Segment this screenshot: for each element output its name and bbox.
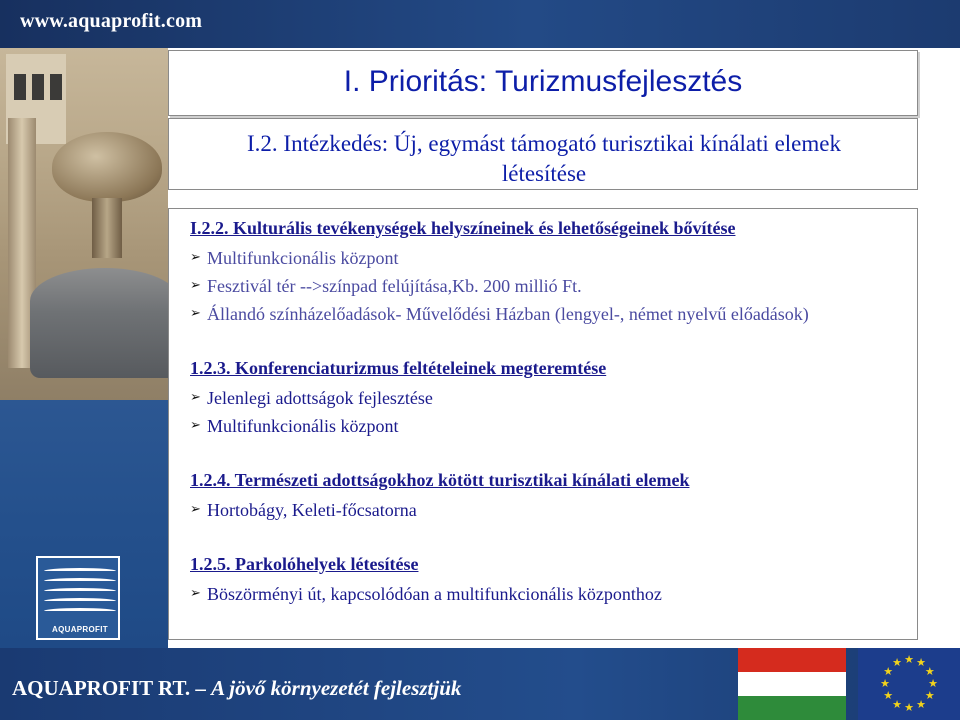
- list-item: ➢ Fesztivál tér -->színpad felújítása,Kb. 200 millió Ft.: [190, 276, 582, 296]
- list-item: ➢ Böszörményi út, kapcsolódóan a multifunkcionális központhoz: [190, 584, 662, 604]
- list-item: ➢ Állandó színházelőadások- Művelődési Házban (lengyel-, német nyelvű előadások): [190, 304, 809, 324]
- urn-stem: [92, 198, 122, 258]
- logo-wave-icon: [44, 608, 116, 614]
- eu-flag-icon: [858, 648, 960, 720]
- logo-wave-icon: [44, 588, 116, 594]
- measure-line-1: I.2. Intézkedés: Új, egymást támogató turisztikai kínálati elemek: [247, 131, 841, 156]
- arrow-bullet-icon: ➢: [190, 502, 201, 517]
- measure-heading: [179, 129, 909, 189]
- urn-bowl: [52, 132, 162, 202]
- eu-star-icon: ★: [904, 653, 914, 666]
- logo-wave-icon: [44, 598, 116, 604]
- fountain-basin: [30, 268, 168, 378]
- eu-star-icon: ★: [883, 689, 894, 702]
- eu-star-icon: ★: [883, 665, 894, 678]
- footer-company: AQUAPROFIT RT.: [12, 676, 191, 700]
- section-title: I.2.2. Kulturális tevékenységek helyszíneinek és lehetőségeinek bővítése: [190, 218, 736, 238]
- section-title: 1.2.4. Természeti adottságokhoz kötött turisztikai kínálati elemek: [190, 470, 690, 490]
- title-box: [168, 50, 918, 116]
- eu-star-icon: ★: [892, 656, 902, 670]
- logo-text: AQUAPROFIT: [52, 625, 108, 634]
- footer-separator: –: [190, 676, 212, 700]
- flag-stripe-green: [738, 696, 846, 720]
- building-window: [50, 74, 62, 100]
- section-conference: [190, 356, 910, 440]
- eu-star-icon: ★: [924, 689, 935, 702]
- eu-star-icon: ★: [916, 656, 926, 670]
- logo-wave-icon: [44, 568, 116, 574]
- arrow-bullet-icon: ➢: [190, 418, 201, 433]
- arrow-bullet-icon: ➢: [190, 306, 201, 321]
- section-parking: [190, 552, 910, 608]
- eu-star-icon: ★: [928, 677, 938, 690]
- building-window: [14, 74, 26, 100]
- page-title: I. Prioritás: Turizmusfejlesztés: [343, 65, 743, 98]
- hungarian-flag-icon: [738, 648, 846, 720]
- logo-wave-icon: [44, 578, 116, 584]
- footer-slogan: A jövő környezetét fejlesztjük: [211, 676, 462, 700]
- eu-star-icon: ★: [904, 701, 914, 714]
- content-box: [168, 208, 918, 640]
- section-nature: [190, 468, 910, 524]
- arrow-bullet-icon: ➢: [190, 390, 201, 405]
- left-decorative-photo: [0, 48, 168, 400]
- list-item: ➢ Jelenlegi adottságok fejlesztése: [190, 388, 433, 408]
- arrow-bullet-icon: ➢: [190, 250, 201, 265]
- eu-star-icon: ★: [892, 697, 902, 711]
- measure-line-2: létesítése: [501, 161, 587, 186]
- eu-star-icon: ★: [916, 697, 926, 711]
- site-url: www.aquaprofit.com: [20, 10, 203, 32]
- arrow-bullet-icon: ➢: [190, 278, 201, 293]
- eu-star-icon: ★: [924, 665, 935, 678]
- measure-box: [168, 118, 918, 190]
- list-item: ➢ Multifunkcionális központ: [190, 248, 399, 268]
- flag-stripe-white: [738, 672, 846, 696]
- eu-star-icon: ★: [880, 677, 890, 690]
- building-window: [32, 74, 44, 100]
- footer-text: [12, 676, 461, 701]
- section-title: 1.2.5. Parkolóhelyek létesítése: [190, 554, 419, 574]
- arrow-bullet-icon: ➢: [190, 586, 201, 601]
- flag-stripe-red: [738, 648, 846, 672]
- aquaprofit-logo: [36, 556, 120, 640]
- top-band: [0, 0, 960, 48]
- section-cultural: [190, 216, 910, 328]
- section-title: 1.2.3. Konferenciaturizmus feltételeinek megteremtése: [190, 358, 607, 378]
- list-item: ➢ Multifunkcionális központ: [190, 416, 399, 436]
- list-item: ➢ Hortobágy, Keleti-főcsatorna: [190, 500, 417, 520]
